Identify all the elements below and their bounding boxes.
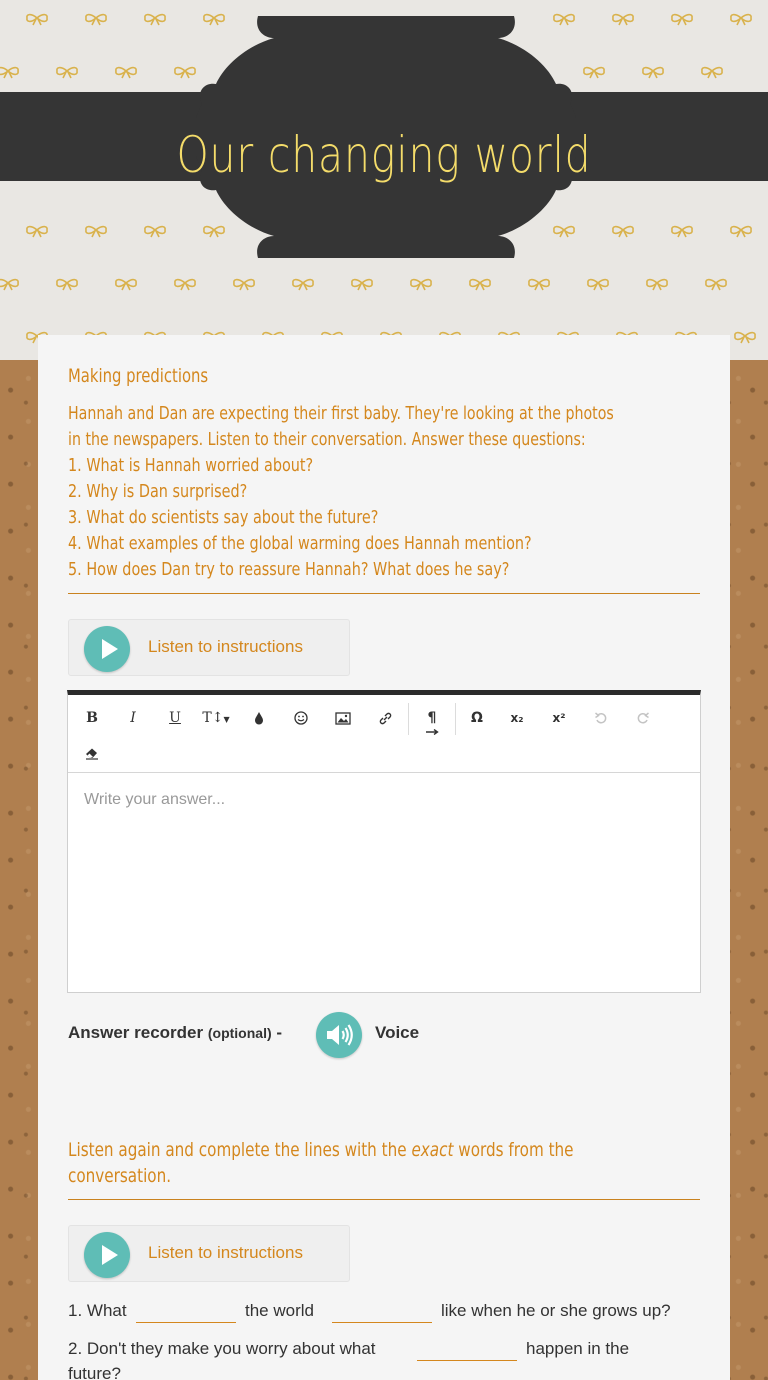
italic-button[interactable]: I [130, 710, 136, 726]
intro-line: Hannah and Dan are expecting their first baby. They're looking at the photos [68, 403, 614, 424]
q1-blank-1[interactable] [136, 1301, 236, 1323]
answer-recorder-label [68, 1023, 282, 1043]
recorder-title: Answer recorder [68, 1023, 204, 1042]
answer-editor [67, 690, 701, 993]
clear-formatting-icon[interactable] [74, 739, 110, 769]
play-icon[interactable] [84, 1232, 130, 1278]
underline-button[interactable]: U [169, 710, 181, 726]
worksheet-card [38, 335, 730, 1380]
toolbar-separator [408, 703, 409, 735]
image-icon[interactable] [325, 703, 361, 733]
font-size-label: T↕ [202, 710, 224, 726]
page-header [0, 0, 768, 360]
question-item: 3. What do scientists say about the future? [68, 507, 379, 528]
recorder-optional: (optional) [207, 1025, 272, 1041]
recorder-dash: - [276, 1023, 283, 1042]
section2-instructions [68, 1137, 700, 1189]
section2-text: words from the [458, 1139, 574, 1161]
font-size-button[interactable] [198, 703, 234, 733]
listen-instructions-button[interactable] [68, 1225, 350, 1282]
bold-button[interactable]: B [86, 710, 98, 726]
section2-text: Listen again and complete the lines with the [68, 1139, 407, 1161]
q1-blank-2[interactable] [332, 1301, 432, 1323]
voice-label: Voice [375, 1023, 420, 1042]
answer-textarea[interactable]: Write your answer... [84, 791, 226, 808]
undo-icon[interactable] [583, 703, 619, 733]
q1-part1: 1. What [68, 1301, 127, 1320]
listen-label: Listen to instructions [148, 637, 303, 656]
question-item: 2. Why is Dan surprised? [68, 481, 248, 502]
q1-part3: like when he or she grows up? [441, 1301, 671, 1320]
question-item: 4. What examples of the global warming does Hannah mention? [68, 533, 532, 554]
toolbar-separator [455, 703, 456, 735]
question-item: 5. How does Dan try to reassure Hannah? What does he say? [68, 559, 510, 580]
question-item: 1. What is Hannah worried about? [68, 455, 314, 476]
subscript-button[interactable]: x₂ [510, 711, 524, 725]
listen-instructions-button[interactable] [68, 619, 350, 676]
page-title: Our changing world [176, 126, 592, 184]
section2-line: conversation. [68, 1165, 172, 1187]
section2-line [68, 1137, 574, 1163]
speaker-icon [316, 1012, 362, 1058]
instructions-text [68, 401, 700, 583]
q1-part2: the world [245, 1301, 314, 1320]
link-icon[interactable] [367, 703, 403, 733]
q2-part3: future? [68, 1364, 121, 1380]
section2-emphasis: exact [411, 1139, 454, 1161]
section-divider [68, 593, 700, 594]
arrow-right-icon [425, 729, 439, 735]
special-character-button[interactable]: Ω [471, 710, 483, 726]
paragraph-label: ¶ [427, 710, 437, 726]
listen-label: Listen to instructions [148, 1243, 303, 1262]
redo-icon[interactable] [625, 703, 661, 733]
voice-record-button[interactable] [316, 1012, 362, 1058]
q2-part1: 2. Don't they make you worry about what [68, 1339, 376, 1358]
intro-line: in the newspapers. Listen to their conversation. Answer these questions: [68, 429, 586, 450]
editor-toolbar [68, 695, 700, 773]
play-icon[interactable] [84, 626, 130, 672]
section-title: Making predictions [68, 365, 209, 387]
color-drop-icon[interactable] [241, 703, 277, 733]
emoji-icon[interactable] [283, 703, 319, 733]
superscript-button[interactable]: x² [552, 711, 566, 725]
q2-blank-1[interactable] [417, 1339, 517, 1361]
q2-part2: happen in the [526, 1339, 630, 1358]
caret-down-icon: ▼ [223, 715, 230, 724]
section-divider [68, 1199, 700, 1200]
paragraph-direction-button[interactable] [414, 703, 450, 733]
